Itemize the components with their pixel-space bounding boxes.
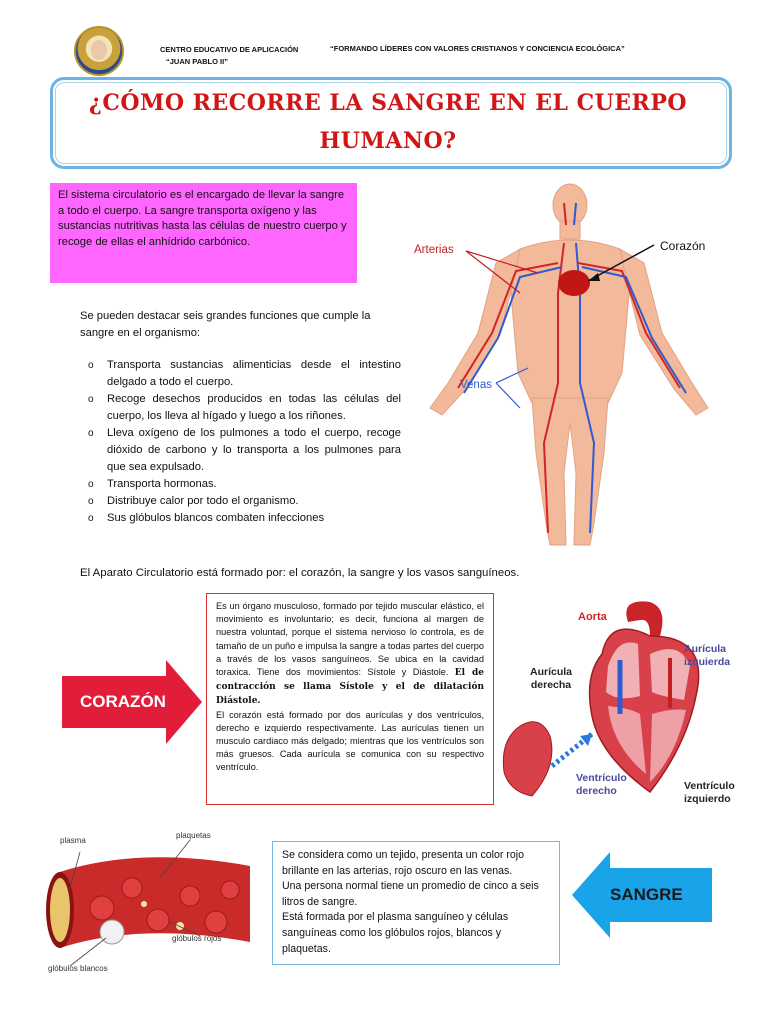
page-title-line2: HUMANO? [319, 128, 457, 154]
label-arteries: Arterias [414, 244, 454, 256]
label-globulos-rojos: glóbulos rojos [172, 934, 222, 943]
list-item: o Recoge desechos producidos en todas las células del cuerpo, los lleva al hígado y luego a los riñones. [88, 391, 401, 425]
blood-text-line: Está formada por el plasma sanguíneo y células sanguíneas como los glóbulos rojos, blancos y plaquetas. [282, 911, 509, 955]
heart-arrow-label: CORAZÓN [80, 692, 166, 711]
label-aorta: Aorta [578, 611, 607, 623]
page-title [60, 84, 716, 160]
aparato-statement: El Aparato Circulatorio está formado por: el corazón, la sangre y los vasos sanguíneos. [80, 567, 520, 579]
blood-vessel-illustration [40, 826, 266, 976]
list-item: o Transporta hormonas. [88, 476, 401, 493]
heart-description-box [206, 593, 494, 805]
label-ventriculo-derecho-line2: derecho [576, 785, 617, 797]
list-item: o Sus glóbulos blancos combaten infecciones [88, 510, 401, 527]
heart-shape [558, 270, 590, 296]
label-plaquetas: plaquetas [176, 831, 211, 840]
label-plasma: plasma [60, 836, 86, 845]
label-globulos-blancos: glóbulos blancos [48, 964, 108, 973]
school-name [160, 44, 298, 68]
label-auricula-izquierda-line2: izquierda [684, 656, 731, 668]
label-auricula-derecha-line2: derecha [530, 679, 572, 691]
label-auricula-izquierda-line1: Aurícula [684, 643, 727, 655]
label-ventriculo-derecho [576, 772, 627, 798]
heart-text-part1: Es un órgano musculoso, formado por tejido muscular elástico, el movimiento es involuntario; es decir, funciona al margen de nuestra voluntad, porque el sistema nervioso lo controla, es de tamaño de un puño e impulsa la sangre a todas partes del cuerpo a través de los vasos sanguíneos. Se ubica en la cavidad toraxica. Tiene dos movimientos: Sístole y Diástole. [216, 601, 484, 678]
list-item: o Lleva oxígeno de los pulmones a todo el cuerpo, recoge dióxido de carbono y lo transporta a los pulmones para que sea expulsado. [88, 425, 401, 476]
label-ventriculo-izquierdo [684, 780, 735, 806]
circulatory-body-illustration [408, 183, 728, 558]
label-veins: Venas [460, 379, 492, 391]
school-logo [74, 26, 124, 76]
blood-text-line: Una persona normal tiene un promedio de cinco a seis litros de sangre. [282, 880, 539, 908]
label-ventriculo-izquierdo-line2: izquierdo [684, 793, 731, 805]
functions-intro: Se pueden destacar seis grandes funciones que cumple la sangre en el organismo: [80, 310, 371, 339]
page-title-line1: ¿CÓMO RECORRE LA SANGRE EN EL CUERPO [88, 90, 688, 116]
label-auricula-derecha-line1: Aurícula [530, 666, 573, 678]
list-item: o Transporta sustancias alimenticias desde el intestino delgado a todo el cuerpo. [88, 357, 401, 391]
list-item: o Distribuye calor por todo el organismo. [88, 493, 401, 510]
blood-arrow-label: SANGRE [610, 885, 683, 904]
intro-text: El sistema circulatorio es el encargado de llevar la sangre a todo el cuerpo. La sangre transporta oxígeno y las sustancias nutritivas hasta las células de nuestro cuerpo y recoge de ellas el anhídrido carbónico. [58, 189, 347, 248]
heart-description [216, 600, 484, 775]
label-ventriculo-izquierdo-line1: Ventrículo [684, 780, 735, 792]
intro-box [50, 183, 357, 283]
heart-text-part2: El corazón está formado por dos aurículas y dos ventrículos, derecho e izquierdo respectivamente. Las aurículas tienen un musculo cardiaco más delgado; mientras que los ventrículos son más gruesos. Cada aurícula se comunica con su respectivo ventrículo. [216, 709, 484, 773]
label-ventriculo-derecho-line1: Ventrículo [576, 772, 627, 784]
blood-description-box [272, 841, 560, 965]
label-auricula-derecha [530, 666, 572, 692]
school-motto: “FORMANDO LÍDERES CON VALORES CRISTIANOS Y CONCIENCIA ECOLÓGICA” [330, 44, 625, 53]
school-name-line2: “JUAN PABLO II” [166, 57, 228, 66]
heart-text-bold: El de contracción se llama Sístole y el de dilatación Diástole. [216, 668, 484, 707]
functions-list [88, 357, 401, 527]
label-auricula-izquierda [684, 643, 730, 669]
label-heart: Corazón [660, 239, 706, 253]
blood-text-line: Se considera como un tejido, presenta un color rojo brillante en las arterias, rojo oscuro en las venas. [282, 849, 525, 877]
blood-description [282, 848, 550, 957]
school-name-line1: CENTRO EDUCATIVO DE APLICACIÓN [160, 45, 299, 54]
